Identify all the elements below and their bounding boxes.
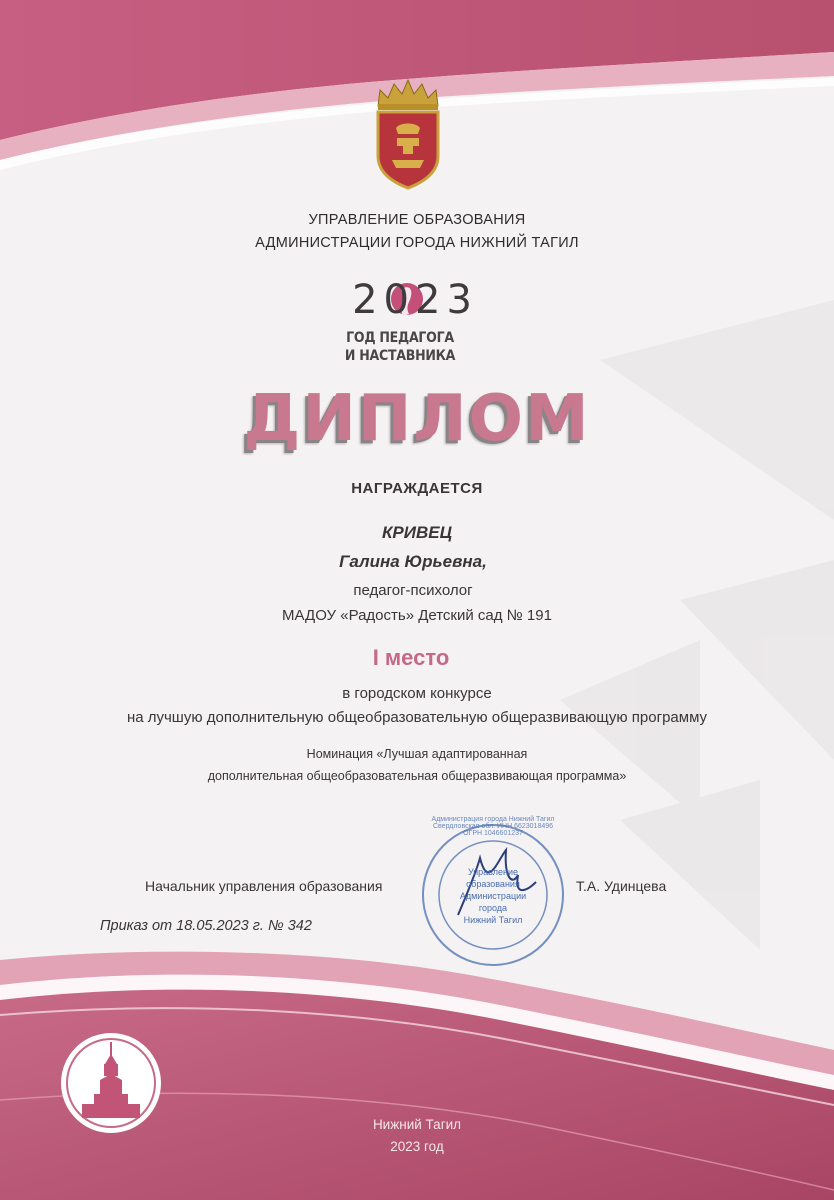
- header-line-1: УПРАВЛЕНИЕ ОБРАЗОВАНИЯ: [308, 212, 526, 228]
- nomination-line-1: Номинация «Лучшая адаптированная: [306, 747, 528, 761]
- stamp-line-4: города: [478, 903, 508, 913]
- stamp-ring-text: Администрация города Нижний Тагил Свердловская обл. ИНН 6623018496 ОГРН 1046601237: [431, 816, 555, 837]
- recipient-surname: КРИВЕЦ: [381, 523, 453, 542]
- contest-line-2: на лучшую дополнительную общеобразовательную общеразвивающую программу: [126, 709, 708, 726]
- signatory-role: Начальник управления образования: [145, 878, 383, 894]
- nomination-line-2: дополнительная общеобразовательная общеразвивающая программа»: [207, 769, 627, 783]
- footer-city: Нижний Тагил: [372, 1117, 462, 1132]
- recipient-organization: МАДОУ «Радость» Детский сад № 191: [282, 607, 552, 624]
- recipient-position: педагог-психолог: [353, 582, 473, 599]
- contest-line-1: в городском конкурсе: [342, 685, 492, 702]
- header-line-2: АДМИНИСТРАЦИИ ГОРОДА НИЖНИЙ ТАГИЛ: [255, 235, 579, 251]
- year-label-line-2: И НАСТАВНИКА: [344, 348, 456, 364]
- year-number: 2023: [352, 277, 478, 323]
- recipient-name: Галина Юрьевна,: [339, 552, 487, 571]
- signatory-name: Т.А. Удинцева: [576, 878, 667, 894]
- stamp-line-5: Нижний Тагил: [463, 915, 523, 925]
- stamp-line-1: Управление: [467, 867, 519, 877]
- year-label-line-1: ГОД ПЕДАГОГА: [346, 330, 454, 346]
- stamp-line-3: Администрации: [459, 891, 527, 901]
- stamp-line-2: образования: [466, 879, 520, 889]
- coat-of-arms-icon: [370, 76, 446, 194]
- document-title: ДИПЛОМ: [243, 382, 591, 456]
- official-stamp: [418, 816, 568, 970]
- place-award: I место: [372, 645, 450, 670]
- footer-year: 2023 год: [390, 1139, 444, 1154]
- awarded-label: НАГРАЖДАЕТСЯ: [351, 480, 483, 497]
- order-reference: Приказ от 18.05.2023 г. № 342: [100, 918, 312, 934]
